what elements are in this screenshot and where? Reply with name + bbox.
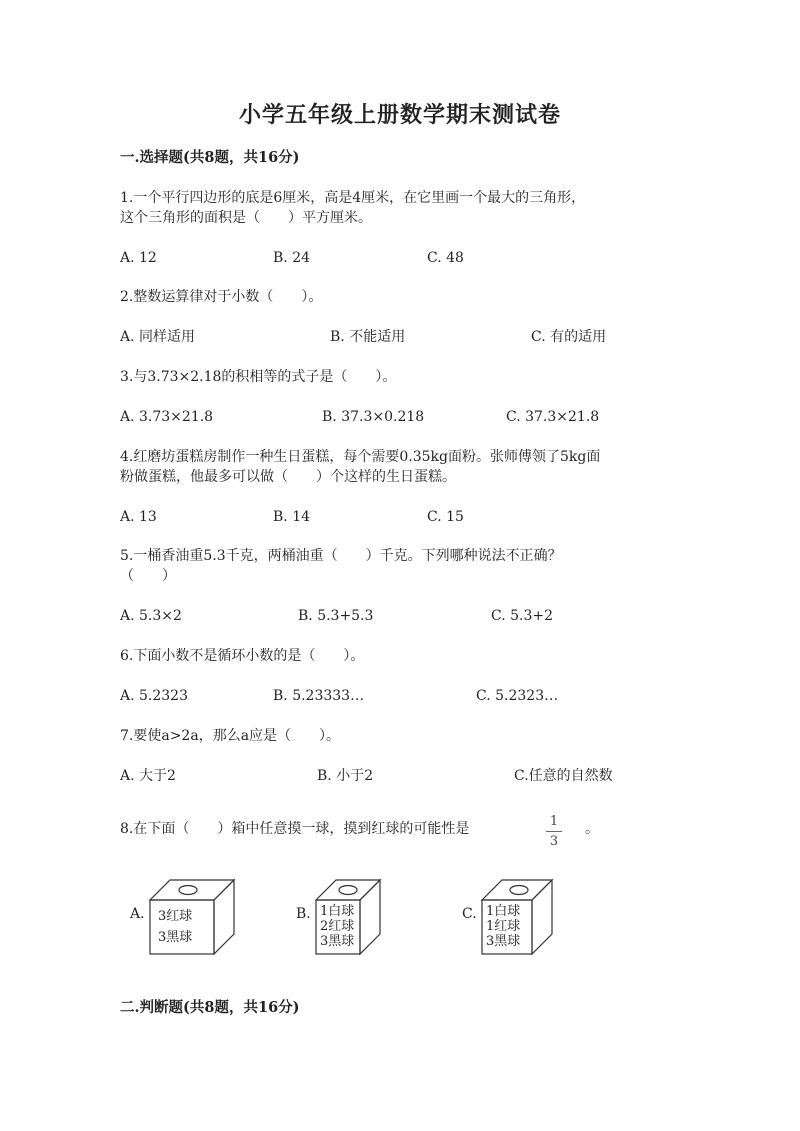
box-a-line-2: 3黑球	[158, 930, 193, 945]
question-2-option-a: A. 同样适用	[120, 329, 196, 345]
question-3-option-c: C. 37.3×21.8	[506, 409, 600, 425]
question-5-option-c: C. 5.3+2	[491, 608, 554, 624]
question-8-line-1: 8.在下面（ ）箱中任意摸一球，摸到红球的可能性是	[120, 821, 470, 837]
fraction-bar	[546, 831, 562, 832]
question-6-line-1: 6.下面小数不是循环小数的是（ ）。	[120, 648, 365, 664]
question-1-option-b: B. 24	[273, 250, 311, 266]
fraction-denominator: 3	[549, 834, 559, 849]
cube-drawing	[462, 868, 582, 964]
exam-title: 小学五年级上册数学期末测试卷	[238, 102, 561, 128]
box-c-letter: C.	[462, 906, 477, 922]
question-1-line-1: 1.一个平行四边形的底是6厘米，高是4厘米，在它里画一个最大的三角形，	[120, 190, 586, 206]
question-2-line-1: 2.整数运算律对于小数（ ）。	[120, 289, 323, 305]
question-5-option-a: A. 5.3×2	[120, 608, 182, 624]
box-b-line-2: 2红球	[320, 919, 355, 934]
question-6-option-b: B. 5.23333…	[273, 688, 365, 704]
box-c-line-2: 1红球	[486, 919, 521, 934]
section-1-heading: 一.选择题(共8题，共16分)	[120, 149, 300, 166]
question-4-line-1: 4.红磨坊蛋糕房制作一种生日蛋糕，每个需要0.35kg面粉。张师傅领了5kg面	[120, 449, 601, 465]
fraction-one-third	[543, 814, 565, 849]
question-1-option-a: A. 12	[120, 250, 157, 266]
section-2-heading: 二.判断题(共8题，共16分)	[120, 999, 300, 1016]
question-8-line-end: 。	[585, 821, 599, 837]
box-c-line-3: 3黑球	[486, 934, 521, 949]
box-b-letter: B.	[296, 906, 311, 922]
box-option-b	[296, 868, 416, 964]
box-a-line-1: 3红球	[158, 909, 193, 924]
question-2-option-c: C. 有的适用	[531, 329, 607, 345]
fraction-numerator: 1	[549, 814, 559, 829]
question-6-option-c: C. 5.2323…	[476, 688, 559, 704]
question-3-option-b: B. 37.3×0.218	[322, 409, 425, 425]
box-b-line-3: 3黑球	[320, 934, 355, 949]
question-3-line-1: 3.与3.73×2.18的积相等的式子是（ ）。	[120, 369, 397, 385]
question-4-line-2: 粉做蛋糕，他最多可以做（ ）个这样的生日蛋糕。	[120, 469, 456, 485]
question-7-option-b: B. 小于2	[317, 768, 374, 784]
question-2-option-b: B. 不能适用	[330, 329, 406, 345]
box-a-letter: A.	[130, 906, 145, 922]
question-7-line-1: 7.要使a>2a，那么a应是（ ）。	[120, 728, 341, 744]
box-c-line-1: 1白球	[486, 904, 521, 919]
question-5-option-b: B. 5.3+5.3	[298, 608, 374, 624]
box-b-line-1: 1白球	[320, 904, 355, 919]
question-1-option-c: C. 48	[427, 250, 464, 266]
question-1-line-2: 这个三角形的面积是（ ）平方厘米。	[120, 210, 372, 226]
question-6-option-a: A. 5.2323	[120, 688, 188, 704]
box-option-a	[130, 868, 250, 964]
question-4-option-a: A. 13	[120, 509, 157, 525]
question-4-option-c: C. 15	[427, 509, 464, 525]
question-7-option-a: A. 大于2	[120, 768, 176, 784]
question-7-option-c: C.任意的自然数	[514, 768, 613, 784]
question-5-line-2: （ ）	[120, 568, 176, 584]
cube-drawing	[296, 868, 416, 964]
question-5-line-1: 5.一桶香油重5.3千克，两桶油重（ ）千克。下列哪种说法不正确？	[120, 548, 562, 564]
box-option-c	[462, 868, 582, 964]
question-3-option-a: A. 3.73×21.8	[120, 409, 214, 425]
question-4-option-b: B. 14	[273, 509, 311, 525]
